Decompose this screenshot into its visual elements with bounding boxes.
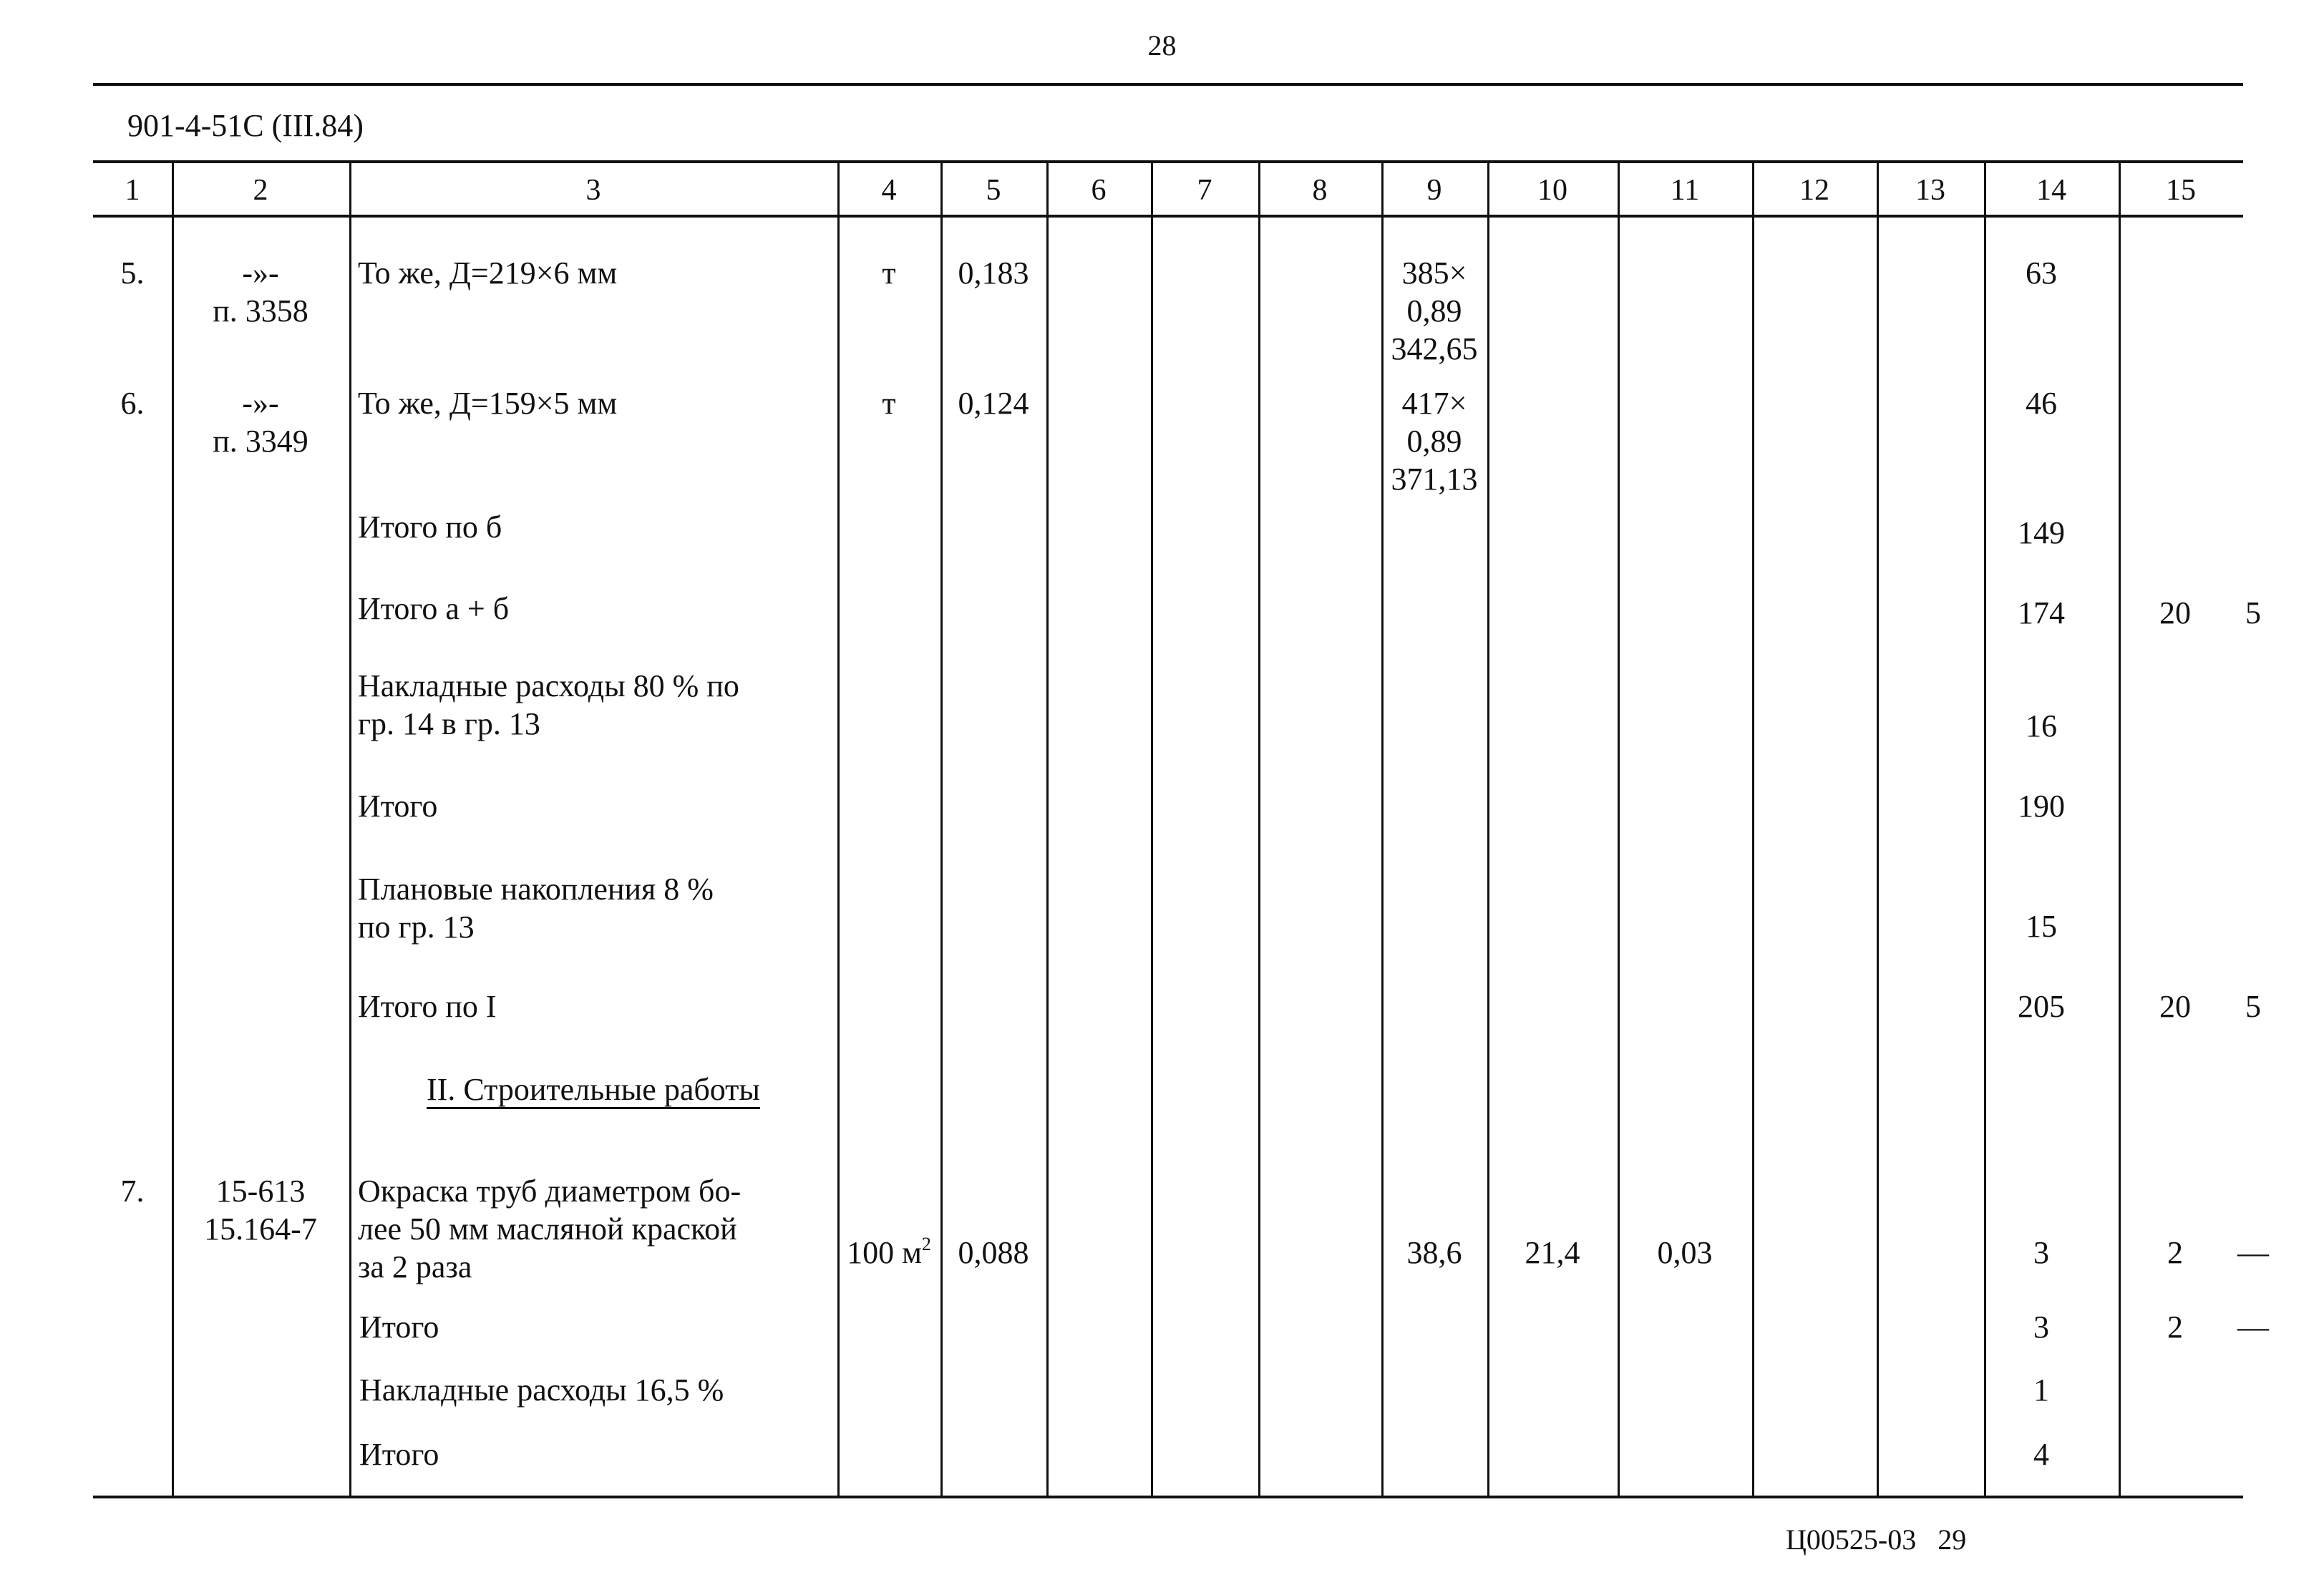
column-header: 7 <box>1197 174 1212 207</box>
column-header: 8 <box>1312 174 1328 207</box>
column-header: 12 <box>1799 174 1829 207</box>
column-divider <box>172 160 174 1498</box>
unit-cost: 417× <box>1401 386 1467 421</box>
work-name: лее 50 мм масляной краской <box>358 1211 737 1247</box>
column-divider <box>349 160 351 1498</box>
quantity: 0,183 <box>958 255 1029 291</box>
footer <box>1786 1523 1966 1556</box>
column-divider <box>2119 160 2121 1498</box>
unit-superscript: 2 <box>921 1234 931 1254</box>
total-cost: 174 <box>2018 595 2065 630</box>
work-name: Окраска труб диаметром бо- <box>358 1174 742 1209</box>
column-divider <box>1151 160 1153 1498</box>
column-divider <box>1618 160 1620 1498</box>
row-number: 7. <box>120 1174 145 1209</box>
unit-cost: 342,65 <box>1391 331 1478 366</box>
total-cost: 190 <box>2018 789 2065 824</box>
machine-cost: — <box>2237 1235 2269 1270</box>
reference-code: 15-613 <box>215 1174 306 1209</box>
column-header: 14 <box>2036 174 2066 207</box>
work-name: Итого а + б <box>358 591 510 626</box>
machine-cost: — <box>2237 1310 2269 1345</box>
reference-code: п. 3358 <box>213 293 308 328</box>
column-divider <box>1487 160 1489 1498</box>
quantity: 0,124 <box>958 386 1029 421</box>
total-cost: 16 <box>2026 708 2057 743</box>
column-header: 10 <box>1537 174 1567 207</box>
page-number: 28 <box>1147 29 1177 62</box>
work-name: Итого по б <box>358 509 502 545</box>
top-rule <box>93 83 2243 86</box>
work-name: по гр. 13 <box>358 910 475 945</box>
total-cost: 3 <box>2033 1235 2049 1270</box>
total-cost: 3 <box>2033 1310 2049 1345</box>
unit: т <box>882 386 896 421</box>
wages-cost: 2 <box>2167 1235 2183 1270</box>
machine-cost: 5 <box>2245 989 2261 1024</box>
total-cost: 205 <box>2018 989 2065 1024</box>
column-header: 9 <box>1426 174 1442 207</box>
machine-cost: 5 <box>2245 595 2261 630</box>
column-header: 4 <box>881 174 897 207</box>
unit-cost: 0,89 <box>1406 424 1462 459</box>
work-name: Итого по I <box>358 989 497 1024</box>
column-divider <box>1984 160 1986 1498</box>
unit-cost: 371,13 <box>1391 462 1478 497</box>
work-name: Итого <box>358 789 438 824</box>
section-heading <box>349 1071 837 1108</box>
total-cost: 4 <box>2033 1437 2049 1472</box>
work-name: Накладные расходы 80 % по <box>358 668 739 703</box>
unit <box>837 1234 940 1272</box>
machine-unit-cost: 0,03 <box>1657 1235 1713 1270</box>
quantity: 0,088 <box>958 1235 1029 1270</box>
footer-code: Ц00525-03 <box>1786 1523 1917 1556</box>
total-cost: 149 <box>2018 515 2065 550</box>
column-header: 5 <box>986 174 1001 207</box>
header-bottom-border <box>93 215 2243 218</box>
work-name: Плановые накопления 8 % <box>358 872 714 907</box>
table-top-border <box>93 160 2243 163</box>
wages-cost: 2 <box>2167 1310 2183 1345</box>
total-cost: 46 <box>2026 386 2057 421</box>
work-name: Итого <box>359 1437 439 1472</box>
row-number: 5. <box>120 255 145 291</box>
total-cost: 63 <box>2026 255 2057 291</box>
column-divider <box>1046 160 1049 1498</box>
reference-code: 15.164-7 <box>204 1211 317 1247</box>
column-divider <box>1258 160 1260 1498</box>
column-header: 1 <box>125 174 140 207</box>
work-name: То же, Д=219×6 мм <box>358 255 618 291</box>
reference-code: п. 3349 <box>213 424 308 459</box>
total-cost: 1 <box>2033 1372 2049 1408</box>
column-header: 2 <box>253 174 268 207</box>
column-header: 13 <box>1915 174 1945 207</box>
total-cost: 15 <box>2026 909 2057 944</box>
table-bottom-border <box>93 1496 2243 1498</box>
footer-page-number: 29 <box>1938 1523 1967 1556</box>
column-divider <box>1877 160 1879 1498</box>
section-heading-text: II. Строительные работы <box>427 1072 760 1107</box>
work-name: Накладные расходы 16,5 % <box>359 1372 724 1408</box>
document-code: 901-4-51С (III.84) <box>127 108 364 143</box>
work-name: То же, Д=159×5 мм <box>358 386 618 421</box>
unit-cost: 38,6 <box>1406 1235 1462 1270</box>
work-name: гр. 14 в гр. 13 <box>358 706 540 741</box>
column-divider <box>837 160 840 1498</box>
column-divider <box>1752 160 1754 1498</box>
reference-code: -»- <box>242 386 279 421</box>
column-header: 3 <box>585 174 601 207</box>
column-header: 6 <box>1091 174 1107 207</box>
unit-cost: 385× <box>1401 255 1467 291</box>
column-header: 11 <box>1670 174 1700 207</box>
wages-unit-cost: 21,4 <box>1525 1235 1580 1270</box>
unit-cost: 0,89 <box>1406 293 1462 328</box>
unit-text: 100 м <box>847 1235 922 1270</box>
estimate-table <box>93 160 2269 1498</box>
row-number: 6. <box>120 386 145 421</box>
work-name: за 2 раза <box>358 1249 472 1284</box>
wages-cost: 20 <box>2159 989 2191 1024</box>
column-header: 15 <box>2166 174 2196 207</box>
unit: т <box>882 255 896 291</box>
reference-code: -»- <box>242 255 279 291</box>
column-divider <box>940 160 943 1498</box>
wages-cost: 20 <box>2159 595 2191 630</box>
work-name: Итого <box>359 1310 439 1345</box>
